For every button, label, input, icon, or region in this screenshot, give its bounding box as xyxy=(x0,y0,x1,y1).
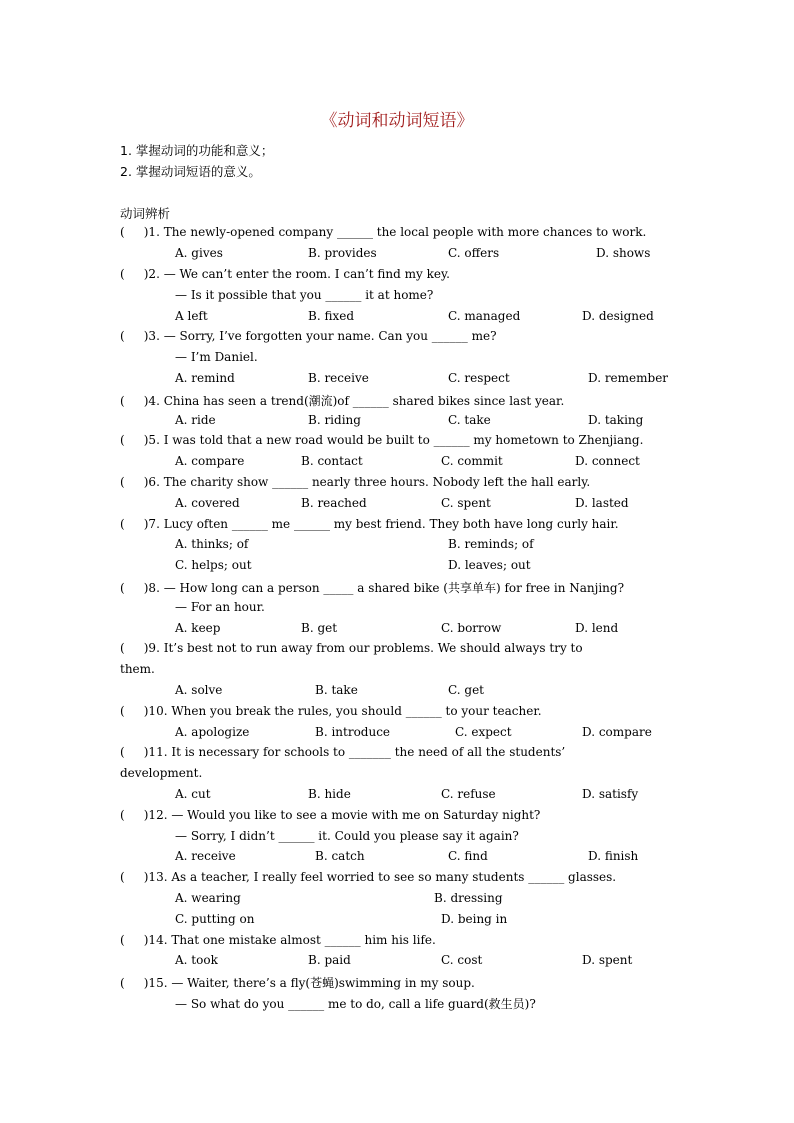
option: C. spent xyxy=(441,496,491,510)
question-line: development. xyxy=(120,766,203,780)
option: B. get xyxy=(301,621,338,635)
option: C. borrow xyxy=(441,621,502,635)
option: A. covered xyxy=(175,496,240,510)
option: C. find xyxy=(448,849,488,863)
question-stem: ( )14. That one mistake almost ______ him his life. xyxy=(120,933,436,947)
option: A. compare xyxy=(175,454,245,468)
option: B. catch xyxy=(315,849,365,863)
section-heading: 动词辨析 xyxy=(120,206,171,221)
question-stem: ( )10. When you break the rules, you should ______ to your teacher. xyxy=(120,704,542,718)
option: B. hide xyxy=(308,787,351,801)
option: D. compare xyxy=(582,725,652,739)
option: C. respect xyxy=(448,371,510,385)
question-stem: ( )2. — We can’t enter the room. I can’t find my key. xyxy=(120,267,450,281)
option: C. refuse xyxy=(441,787,496,801)
option: D. remember xyxy=(588,371,669,385)
question-stem: ( )4. China has seen a trend(潮流)of ______ shared bikes since last year. xyxy=(120,394,565,408)
option: D. being in xyxy=(441,912,508,926)
option: A. receive xyxy=(175,849,236,863)
option: B. fixed xyxy=(308,309,355,323)
option: A. gives xyxy=(175,246,223,260)
option: D. connect xyxy=(575,454,640,468)
option: A. thinks; of xyxy=(175,537,249,551)
objective-2: 2. 掌握动词短语的意义。 xyxy=(120,164,261,179)
question-line: — Is it possible that you ______ it at home? xyxy=(175,288,434,302)
option: A left xyxy=(175,309,208,323)
option: B. reminds; of xyxy=(448,537,534,551)
question-stem: ( )1. The newly-opened company ______ the local people with more chances to work. xyxy=(120,225,647,239)
question-stem: ( )7. Lucy often ______ me ______ my best friend. They both have long curly hair. xyxy=(120,517,619,531)
option: D. shows xyxy=(596,246,651,260)
option: C. get xyxy=(448,683,484,697)
question-line: — I’m Daniel. xyxy=(175,350,258,364)
question-stem: ( )13. As a teacher, I really feel worried to see so many students ______ glasses. xyxy=(120,870,617,884)
option: B. take xyxy=(315,683,358,697)
option: D. satisfy xyxy=(582,787,639,801)
option: B. provides xyxy=(308,246,377,260)
question-stem: ( )5. I was told that a new road would be built to ______ my hometown to Zhenjiang. xyxy=(120,433,644,447)
objective-1: 1. 掌握动词的功能和意义； xyxy=(120,143,274,158)
question-stem: ( )3. — Sorry, I’ve forgotten your name. Can you ______ me? xyxy=(120,329,497,343)
option: D. taking xyxy=(588,413,644,427)
option: A. took xyxy=(175,953,218,967)
option: B. riding xyxy=(308,413,361,427)
question-line: — Sorry, I didn’t ______ it. Could you please say it again? xyxy=(175,829,519,843)
option: C. putting on xyxy=(175,912,255,926)
question-stem: ( )15. — Waiter, there’s a fly(苍蝇)swimming in my soup. xyxy=(120,976,475,990)
option: A. apologize xyxy=(175,725,250,739)
option: D. finish xyxy=(588,849,639,863)
question-stem: ( )9. It’s best not to run away from our problems. We should always try to xyxy=(120,641,583,655)
option: D. spent xyxy=(582,953,633,967)
option: D. lend xyxy=(575,621,619,635)
option: A. remind xyxy=(175,371,235,385)
option: C. commit xyxy=(441,454,503,468)
question-line: them. xyxy=(120,662,155,676)
question-stem: ( )6. The charity show ______ nearly three hours. Nobody left the hall early. xyxy=(120,475,591,489)
option: A. cut xyxy=(175,787,211,801)
option: C. managed xyxy=(448,309,521,323)
option: D. leaves; out xyxy=(448,558,531,572)
question-stem: ( )11. It is necessary for schools to _______ the need of all the students’ xyxy=(120,745,566,759)
option: D. designed xyxy=(582,309,654,323)
option: B. contact xyxy=(301,454,363,468)
option: C. cost xyxy=(441,953,483,967)
option: A. solve xyxy=(175,683,223,697)
option: C. helps; out xyxy=(175,558,252,572)
option: B. receive xyxy=(308,371,369,385)
option: A. wearing xyxy=(175,891,241,905)
question-stem: ( )8. — How long can a person _____ a shared bike (共享单车) for free in Nanjing? xyxy=(120,581,625,595)
option: B. reached xyxy=(301,496,367,510)
option: A. keep xyxy=(175,621,221,635)
option: D. lasted xyxy=(575,496,629,510)
option: A. ride xyxy=(175,413,216,427)
question-line: — So what do you ______ me to do, call a life guard(救生员)? xyxy=(175,997,536,1011)
question-line: — For an hour. xyxy=(175,600,265,614)
option: B. dressing xyxy=(434,891,503,905)
page-title: 《动词和动词短语》 xyxy=(320,111,474,131)
option: C. expect xyxy=(455,725,512,739)
option: B. paid xyxy=(308,953,351,967)
option: C. offers xyxy=(448,246,500,260)
question-stem: ( )12. — Would you like to see a movie with me on Saturday night? xyxy=(120,808,541,822)
option: B. introduce xyxy=(315,725,391,739)
option: C. take xyxy=(448,413,491,427)
